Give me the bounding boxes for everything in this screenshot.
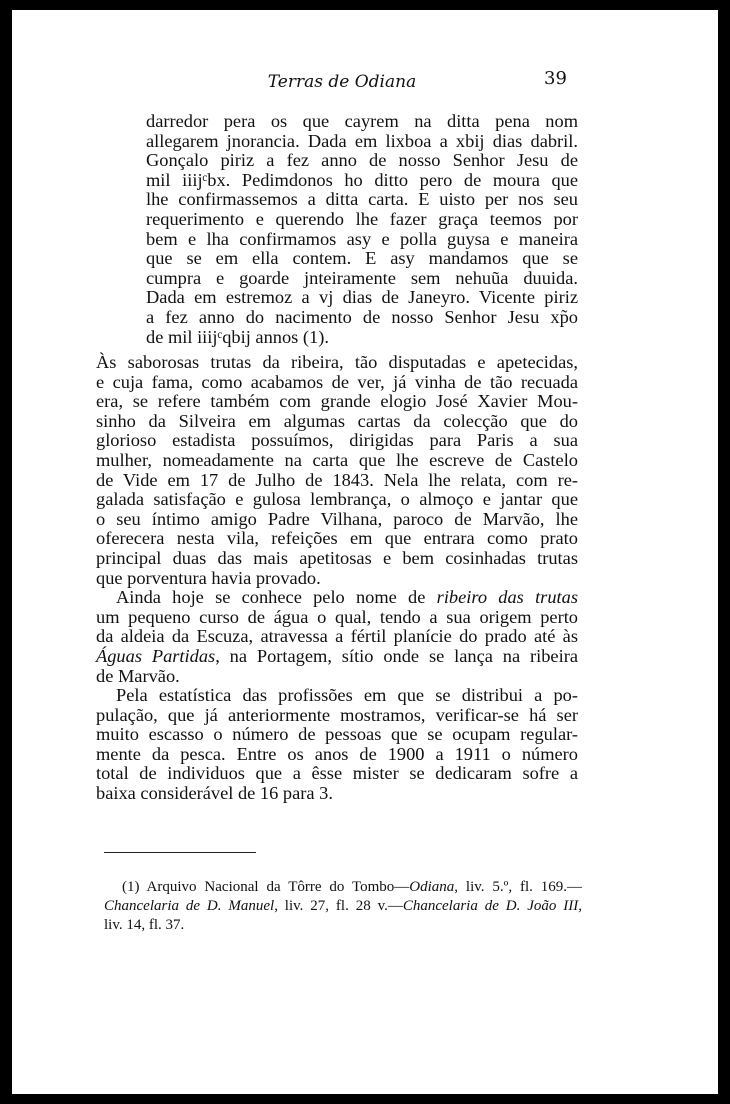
italic-term: Odiana [409, 879, 455, 895]
text-line [96, 647, 578, 667]
text-line: era, se refere também com grande elogio José Xavier Mou- [96, 391, 578, 412]
paragraph-ribeiro [96, 588, 578, 686]
quote-line: que se em ella contem. E asy mandamos que se [146, 248, 578, 269]
text-line: muito escasso o número de pessoas que se ocupam regular- [96, 724, 578, 745]
footnote [104, 878, 582, 935]
text-line: total de individuos que a êsse mister se dedicaram sofre a [96, 763, 578, 784]
text-span: , liv. 27, fl. 28 v.— [274, 898, 403, 914]
text-span: Ainda hoje se conhece pelo nome de [116, 587, 437, 608]
text-span: , [578, 898, 582, 914]
quote-line: mil iiijᶜbx. Pedimdonos ho ditto pero de moura que [146, 169, 578, 190]
text-span: , liv. 5.º, fl. 169.— [454, 879, 582, 895]
text-line: pulação, que já anteriormente mostramos, verificar-se há ser [96, 704, 578, 725]
quote-line: Dada em estremoz a vj dias de Janeyro. Vicente piriz [146, 287, 578, 308]
italic-term: ribeiro das trutas [436, 587, 578, 608]
quote-line: cumpra e goarde jnteiramente sem nehuũa duuida. [146, 267, 578, 288]
quote-line: allegarem jnorancia. Dada em lixboa a xbij dias dabril. [146, 130, 578, 151]
paragraph-trutas [96, 353, 578, 588]
quote-line: a fez anno do nacimento de nosso Senhor Jesu xp̃o [146, 306, 578, 327]
text-line: e cuja fama, como acabamos de ver, já vinha de tão recuada [96, 371, 578, 392]
footnote-divider [104, 852, 256, 853]
text-line: principal duas das mais apetitosas e bem cosinhadas trutas [96, 547, 578, 568]
text-line: oferecera nesta vila, refeições em que entrara como prato [96, 528, 578, 549]
text-line: o seu íntimo amigo Padre Vilhana, paroco de Marvão, lhe [96, 508, 578, 529]
italic-term: Águas Partidas [96, 645, 216, 666]
quote-line: Gonçalo piriz a fez anno de nosso Senhor Jesu de [146, 150, 578, 171]
text-line: glorioso estadista possuímos, dirigidas para Paris a sua [96, 430, 578, 451]
text-line: Às saborosas trutas da ribeira, tão disputadas e apetecidas, [96, 352, 578, 372]
body-text [96, 353, 578, 804]
text-line: mulher, nomeadamente na carta que lhe escreve de Castelo [96, 449, 578, 470]
text-line: um pequeno curso de água o qual, tendo a sua origem perto [96, 606, 578, 627]
text-line: baixa considerável de 16 para 3. [96, 783, 333, 804]
text-line: galada satisfação e gulosa lembrança, o almoço e jantar que [96, 489, 578, 510]
quote-line: bem e lha confirmamos asy e polla guysa e maneira [146, 228, 578, 249]
text-line: de Vide em 17 de Julho de 1843. Nela lhe relata, com re- [96, 469, 578, 490]
book-page [12, 10, 718, 1094]
quote-line: requerimento e querendo lhe fazer graça teemos por [146, 208, 578, 229]
paragraph-estatistica [96, 686, 578, 804]
text-line: mente da pesca. Entre os anos de 1900 a 1911 o número [96, 743, 578, 764]
text-line: sinho da Silveira em algumas cartas da colecção que do [96, 410, 578, 431]
quote-line: lhe confirmassemos a ditta carta. E uisto per nos seu [146, 189, 578, 210]
text-line: que porventura havia provado. [96, 567, 321, 588]
italic-term: Chancelaria de D. Manuel [104, 898, 275, 914]
footnote-line [104, 897, 582, 916]
italic-term: Chancelaria de D. João III [402, 898, 579, 914]
text-line [96, 588, 578, 608]
quoted-charter [146, 112, 578, 347]
text-span: , na Portagem, sítio onde se lança na ribeira [215, 645, 578, 666]
quote-line: darredor pera os que cayrem na ditta pena nom [146, 111, 578, 131]
footnote-marker: (1) [122, 879, 140, 895]
footnote-line: liv. 14, fl. 37. [104, 917, 185, 933]
footnote-line [104, 878, 582, 897]
text-span: Arquivo Nacional da Tôrre do Tombo— [139, 879, 410, 895]
text-line: Pela estatística das profissões em que se distribui a po- [116, 685, 578, 706]
running-title: Terras de Odiana [267, 72, 417, 92]
page-number: 39 [544, 68, 567, 89]
quote-line: de mil iiijᶜqbij annos (1). [146, 326, 329, 347]
text-line: da aldeia da Escuza, atravessa a fértil planície do prado até às [96, 626, 578, 647]
text-line: de Marvão. [96, 665, 180, 686]
